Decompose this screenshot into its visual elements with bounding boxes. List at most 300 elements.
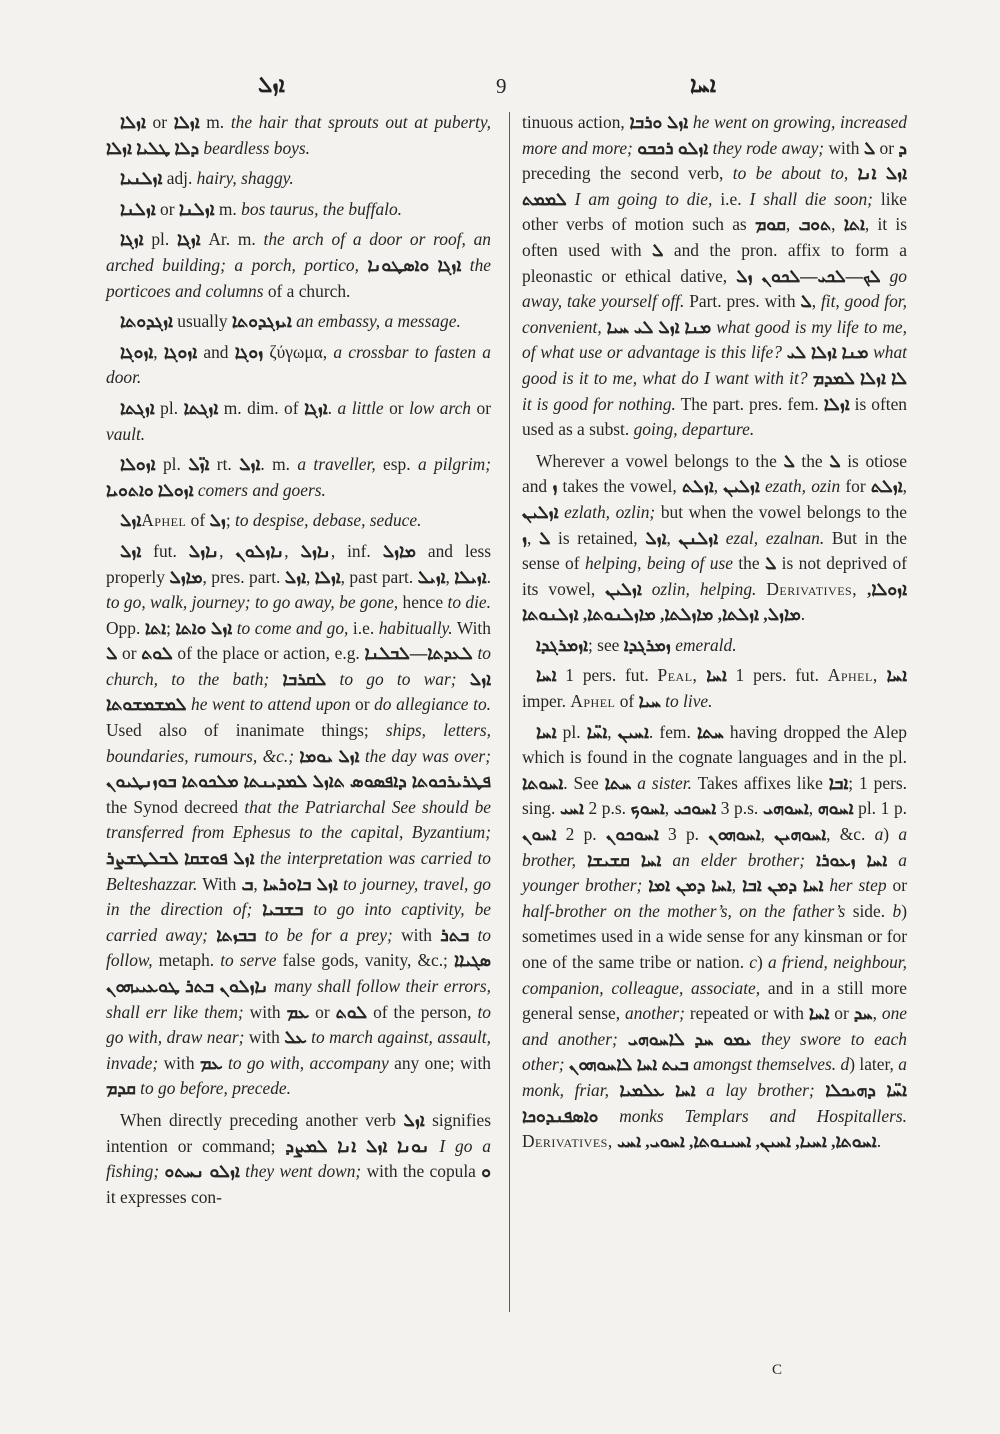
entry-text: pl. — [155, 454, 189, 475]
entry-text: like other verbs of motion such as — [522, 188, 908, 235]
entry-text: , it is often used with — [522, 214, 908, 260]
english-gloss: a younger brother; — [522, 849, 907, 896]
syriac-word: ܡܐܙܠ — [382, 540, 416, 561]
entry-text: , — [808, 798, 818, 819]
english-gloss: do allegiance to. — [374, 694, 491, 715]
entry-text: is often used as a subst. — [522, 393, 907, 440]
entry-text: , — [219, 540, 236, 561]
dictionary-entry — [106, 396, 491, 447]
syriac-word: ܙܠ — [736, 265, 753, 286]
entry-text: m. dim. of — [218, 397, 305, 418]
syriac-word: ܐܙܓܐ — [177, 229, 201, 250]
entry-text: ζύγωμα, — [263, 341, 334, 362]
english-gloss: to be about to, — [732, 163, 849, 184]
dictionary-entry — [106, 1108, 491, 1210]
syriac-word: ܐܙܠ — [403, 1109, 425, 1130]
entry-text: . fem. — [648, 721, 698, 742]
english-gloss: a crossbar to fasten a door. — [106, 341, 491, 388]
english-gloss: many shall follow their errors, shall err like them; — [106, 976, 491, 1022]
entry-text: pl. 1 p. — [853, 798, 907, 819]
entry-text — [696, 1080, 707, 1100]
entry-text — [303, 899, 313, 919]
english-gloss: a little — [337, 397, 384, 418]
entry-text: pl. — [143, 229, 177, 250]
entry-text: , — [664, 798, 674, 819]
syriac-word: ܐܚ̈ܐ — [586, 721, 608, 742]
syriac-word: ܐܙܠ — [284, 566, 307, 587]
syriac-word: ܐܙܝܠܐ — [454, 566, 487, 587]
entry-text: , — [284, 540, 301, 561]
syriac-word: ܠܘܬ — [141, 643, 173, 664]
english-gloss: ezath, ozin — [764, 476, 841, 497]
page-number: 9 — [496, 74, 507, 98]
english-gloss: to be for a prey; — [264, 924, 393, 945]
entry-text — [430, 1136, 440, 1156]
english-gloss: to go to war; — [339, 668, 457, 689]
english-gloss: a pilgrim; — [417, 454, 491, 475]
syriac-word: ܐܚܘܟܘܢ — [605, 824, 659, 845]
syriac-word: ܐܙܠܝܢ — [605, 578, 642, 599]
dictionary-entry — [522, 449, 907, 628]
entry-text: is retained, — [550, 527, 646, 548]
syriac-word: ܠܟ—ܠܟܝ—ܠܟܘܢ — [761, 265, 881, 286]
entry-text: 2 p. — [556, 824, 606, 845]
entry-text — [751, 1029, 761, 1049]
english-gloss: the interpretation was carried to Belteshazzar. — [106, 848, 491, 894]
dictionary-entry — [522, 633, 907, 659]
english-gloss: going, departure. — [633, 419, 755, 440]
entry-text: , — [607, 721, 618, 742]
entry-text: But in the sense of — [522, 527, 908, 574]
syriac-word: ܠ — [783, 450, 795, 471]
entry-text: The part. pres. fem. — [675, 393, 824, 414]
english-gloss: to go, walk, journey; to go away, be gone, — [106, 592, 399, 613]
entry-text: of — [186, 510, 210, 531]
syriac-word: ܒܝܬ ܐܚܐ ܠܐܚܘܗܘܢ — [568, 1054, 689, 1075]
dictionary-entry — [106, 452, 491, 503]
syriac-word: ܥܠ — [284, 1027, 307, 1048]
entry-text: side. — [845, 900, 893, 921]
entry-text: 3 p.s. — [716, 798, 763, 819]
entry-text: the — [794, 450, 830, 471]
syriac-word: ܐܙܠ ܐܢܐ ܠܡܡܬ — [522, 163, 907, 209]
english-gloss: to go with, accompany — [227, 1052, 389, 1073]
left-column — [106, 110, 491, 1215]
entry-text: signifies intention or command; — [106, 1109, 492, 1156]
syriac-word: ܩܕܡ — [106, 1078, 136, 1099]
syriac-word: ܐܙܠ ܠܡܫܡܫܘܬܐ — [106, 668, 491, 715]
syriac-word: ܐܙܠ — [120, 510, 142, 531]
grammar-label: Derivatives, — [766, 578, 858, 599]
entry-text: , — [306, 566, 315, 587]
entry-text: with — [824, 137, 864, 158]
syriac-word: ܐܚܘܗܝܢ — [774, 824, 827, 845]
syriac-word: ܐܝܙܓܕܘܬܐ — [231, 311, 292, 332]
entry-text: , &c. — [826, 824, 875, 845]
english-gloss: a monk, friar, — [522, 1054, 907, 1100]
right-column — [522, 110, 907, 1160]
english-gloss: comers and goers. — [197, 479, 326, 500]
entry-text: , — [713, 476, 724, 497]
syriac-word: ܠܘܬ — [335, 1001, 368, 1022]
english-gloss: a traveller, — [297, 454, 376, 475]
syriac-word: ܐܙܘܠܐ, ܡܐܙܠ, ܐܙܠܬܐ, ܡܐܙܠܬܐ, ܡܐܙܠܢܘܬܐ, ܐܙܠܢܘܬܐ — [522, 578, 907, 625]
syriac-word: ܐܚ̈ܐ ܕܗܝܟܠܐ ܘܐܣܦܢܕܘܟܐ — [522, 1079, 907, 1126]
entry-text: rt. — [209, 454, 240, 475]
entry-text: or — [350, 694, 375, 715]
syriac-word: ܐܙܠ — [645, 527, 667, 548]
entry-text: ) sometimes used in a wide sense for any kinsman or for one of the same tribe or nation. — [522, 900, 907, 972]
syriac-word: ܒܒܙܬܐ — [216, 924, 257, 945]
syriac-word: ܠ — [106, 643, 118, 664]
entry-text: m. — [199, 112, 231, 132]
entry-text: , — [811, 291, 821, 312]
english-gloss: an elder brother; — [672, 849, 806, 870]
syriac-word: ܚܝܐ — [638, 691, 661, 712]
syriac-word: ܐܙܠ ܒܐܘܪܚܐ — [262, 873, 338, 894]
entry-text — [661, 850, 672, 870]
entry-text: Opp. — [106, 617, 145, 638]
entry-text: and the pron. affix to form a pleonastic or ethical dative, — [522, 239, 907, 286]
entry-text: usually — [172, 311, 232, 332]
entry-text: ; — [225, 510, 236, 531]
entry-text — [887, 850, 898, 870]
syriac-word: ܐܙܡܪܓܕܐ — [536, 634, 588, 655]
syriac-word: ܐܙܠܐ — [823, 393, 850, 414]
entry-text: having dropped the Alep which is found in the cognate languages and in the pl. — [522, 721, 907, 768]
syriac-word: ܐܚܘܟܝ — [673, 798, 717, 819]
entry-text: ; 1 pers. sing. — [522, 772, 908, 819]
syriac-word: ܐܙܠ ܐܢܐ ܠܡܨܕ — [285, 1135, 388, 1156]
dictionary-entry — [106, 508, 491, 534]
dictionary-entry — [106, 110, 491, 161]
syriac-word: ܒܫܒܝܐ — [262, 899, 304, 920]
syriac-word: ܠ — [539, 527, 551, 548]
syriac-word: ܐܙܠܢܝܐ — [120, 168, 163, 189]
entry-text — [252, 899, 262, 919]
column-divider — [509, 112, 510, 1312]
syriac-word: ܐܚܐ ܙܥܘܪܐ — [816, 849, 888, 870]
syriac-word: ܐܚܐ — [886, 665, 908, 686]
entry-text: With — [452, 617, 491, 638]
syriac-word: ܐܙܠ — [239, 454, 261, 475]
entry-text: and — [197, 341, 235, 362]
entry-text: 1 pers. fut. — [556, 665, 658, 686]
entry-text — [848, 163, 857, 183]
syriac-word: ܐܙܠܝܢ — [522, 501, 559, 522]
syriac-word: ܐܙܠܐ — [173, 112, 200, 132]
running-head-left: ܐܙܠ — [258, 72, 285, 97]
entry-text — [805, 850, 816, 870]
grammar-label: Aphel — [570, 691, 616, 712]
syriac-word: ܐܙܓܬܐ — [183, 397, 219, 418]
entry-text: with the copula — [361, 1161, 482, 1182]
entry-text: 1 pers. fut. — [726, 665, 828, 686]
syriac-word: ܥܡ — [286, 1001, 310, 1022]
syriac-word: ܠ — [800, 291, 812, 312]
entry-text — [881, 266, 890, 286]
entry-text: , — [760, 824, 775, 845]
grammar-label: Peal, — [657, 665, 698, 686]
entry-text: Used also of inanimate things; — [106, 720, 386, 741]
syriac-word: ܡܢܐ ܐܙܠܐ ܠܝ — [786, 342, 869, 363]
entry-text: ; — [166, 617, 176, 638]
entry-text — [815, 1080, 826, 1100]
entry-text: hence — [398, 592, 448, 613]
entry-text: imper. — [522, 691, 571, 712]
entry-text: with — [392, 924, 441, 945]
english-gloss: fit, good for, convenient, — [522, 291, 907, 337]
syriac-word: ܙܘܓܐ — [234, 341, 264, 362]
syriac-word: ܚܬܐ — [697, 721, 724, 742]
entry-text — [576, 850, 587, 870]
entry-text: , — [666, 527, 679, 548]
syriac-word: ܐܙܓܐ ܘܐܣܛܘܢܐ — [367, 254, 462, 275]
entry-text — [697, 665, 706, 685]
entry-text: or — [145, 112, 174, 132]
syriac-word: ܢܐܙܠ — [188, 540, 220, 561]
english-gloss: one and another; — [522, 1003, 907, 1049]
grammar-label: Aphel — [141, 510, 187, 531]
dictionary-entry — [106, 227, 491, 304]
english-gloss: ezlath, ozlin; — [564, 501, 656, 522]
entry-text: , past part. — [340, 566, 418, 587]
english-gloss: to come and go, — [236, 617, 349, 638]
english-gloss: ezal, ezalnan. — [725, 527, 825, 548]
syriac-word: ܐܙܘܓܐ — [120, 341, 154, 362]
entry-text: with — [243, 1001, 287, 1022]
english-gloss: emerald. — [675, 634, 737, 655]
english-gloss: ozlin, helping. — [651, 578, 757, 599]
entry-text — [756, 579, 766, 599]
dictionary-entry — [522, 720, 907, 1155]
syriac-word: ܐܙܠܢܢ — [678, 527, 719, 548]
entry-text: of a church. — [263, 280, 351, 301]
entry-text: and in a still more general sense, — [522, 977, 907, 1024]
entry-text: tinuous action, — [522, 112, 630, 132]
entry-text: i.e. — [348, 617, 379, 638]
english-gloss: a — [874, 824, 884, 845]
entry-text — [878, 665, 887, 685]
english-gloss: to church, to the bath; — [106, 643, 491, 689]
entry-text: . — [876, 1131, 882, 1152]
english-gloss: I shall die soon; — [749, 188, 873, 209]
english-gloss: that the Patriarchal See should be transferred from Ephesus to the capital, Byzantium; — [106, 796, 491, 843]
entry-text — [567, 189, 575, 209]
entry-text: and less properly — [106, 540, 491, 587]
syriac-word: ܒ — [241, 873, 254, 894]
english-gloss: it is good for nothing. — [522, 393, 676, 414]
running-head-right: ܐܚܐ — [690, 72, 716, 97]
entry-text: adj. — [162, 168, 197, 189]
entry-text: , — [253, 873, 263, 894]
syriac-word: ܐܚܘܗܝ — [762, 798, 809, 819]
syriac-word: ܡܐܙܠ — [169, 566, 203, 587]
syriac-word: ܬܘܒ — [798, 214, 832, 235]
english-gloss: to follow, — [106, 924, 491, 971]
english-gloss: a lay brother; — [706, 1079, 815, 1100]
dictionary-entry — [522, 663, 907, 714]
english-gloss: the arch of a door or roof, an arched building; a porch, portico, — [106, 229, 491, 275]
entry-text: repeated or with — [684, 1003, 809, 1024]
syriac-word: ܐܚܐ — [808, 1003, 830, 1024]
dictionary-entry — [106, 539, 491, 1102]
syriac-word: ܐܚܐ ܕܡܢ ܐܡܐ — [648, 875, 732, 896]
entry-text: is otiose and — [522, 450, 907, 497]
entry-text: or — [829, 1003, 854, 1024]
syriac-word: ܢܘܢܐ — [397, 1135, 430, 1156]
syriac-word: ܐܬܐ — [843, 214, 865, 235]
syriac-word: ܐܚܘܢ — [522, 824, 557, 845]
syriac-word: ܐܚܐ — [536, 665, 557, 686]
entry-text: fut. — [141, 540, 189, 561]
syriac-word: ܐܙܠܐ — [314, 566, 341, 587]
entry-text — [461, 255, 470, 275]
entry-text: i.e. — [712, 188, 750, 209]
dictionary-entry — [106, 340, 491, 391]
entry-text — [618, 1029, 628, 1049]
syriac-word: ܚܕ — [853, 1003, 873, 1024]
syriac-word: ܚܬܐ — [604, 772, 632, 793]
english-gloss: hairy, shaggy. — [196, 168, 294, 189]
entry-text: metaph. — [152, 950, 221, 971]
syriac-word: ܐܚܘܬܐ, ܐܚܝܐ, ܐܚܝܢ, ܐܚܝܢܘܬܐ, ܐܚܘܝ, ܐܚܝ — [617, 1131, 877, 1152]
syriac-word: ܠܐ ܐܙܠܐ ܠܡܕܡ — [812, 367, 907, 388]
english-gloss: a brother, — [522, 824, 908, 870]
english-gloss: to serve — [220, 950, 277, 971]
syriac-word: ܐܙܓܐ — [304, 397, 328, 418]
syriac-word: ܣܓܝܐܐ ܢܐܙܠܘܢ ܒܬܪ ܛܘܥܝܝܗܘܢ — [106, 950, 491, 996]
entry-text: 2 p.s. — [583, 798, 631, 819]
dictionary-entry — [106, 309, 491, 335]
syriac-word: ܡܢܐ ܐܙܠ ܠܝ ܚܝܐ — [606, 316, 712, 337]
entry-text — [642, 579, 652, 599]
syriac-word: ܐܙܝܠ — [417, 566, 446, 587]
entry-text: pl. — [556, 721, 587, 742]
english-gloss: the porticoes and columns — [106, 254, 491, 301]
entry-text: m. — [214, 198, 242, 219]
syriac-word: ܐܙܠܘ ܢܚܬܘ — [164, 1161, 240, 1182]
syriac-word: ܐܙܠ ܝܘܡܐ — [299, 745, 360, 766]
syriac-word: ܐܙܠ — [120, 540, 142, 561]
english-gloss: I go a fishing; — [106, 1135, 491, 1182]
entry-text: , — [445, 566, 455, 587]
syriac-word: ܕܠܐ ܛܠܝܐ — [136, 137, 200, 158]
entry-text: . — [800, 604, 806, 625]
entry-text: Wherever a vowel belongs to the — [536, 450, 784, 471]
syriac-word: ܐܚܘܗܘܢ — [708, 824, 761, 845]
dictionary-entry — [106, 197, 491, 223]
syriac-word: ܝܡܘ ܚܕ ܠܐܚܘܗܝ — [627, 1028, 752, 1049]
syriac-word: ܠ — [863, 137, 876, 158]
english-gloss: they rode away; — [712, 137, 825, 158]
entry-text: , — [785, 214, 799, 235]
entry-text — [326, 669, 339, 689]
syriac-word: ܕ — [898, 137, 907, 158]
english-gloss: amongst themselves. — [693, 1054, 837, 1075]
syriac-word: ܙ — [552, 476, 558, 497]
entry-text: is not deprived of its vowel, — [522, 553, 907, 599]
english-gloss: he went on growing, increased more and more; — [522, 112, 907, 158]
syriac-word: ܐܙܠ ܦܘܫܩܐ ܠܒܠܛܫܨܪ — [106, 848, 255, 869]
syriac-word: ܘ — [481, 1161, 491, 1182]
entry-text: With — [197, 873, 242, 894]
entry-text — [269, 669, 282, 689]
syriac-word: ܠ — [829, 450, 841, 471]
syriac-word: ܠ — [652, 239, 664, 260]
entry-text: , — [831, 214, 844, 235]
running-head — [0, 70, 1000, 106]
entry-text: ; see — [588, 634, 624, 655]
entry-text: ) — [883, 824, 899, 845]
english-gloss: the hair that sprouts out at puberty, — [230, 112, 491, 132]
english-gloss: low arch — [409, 397, 471, 418]
entry-text: of — [615, 691, 639, 712]
syriac-word: ܙܡܪܓܕܐ — [623, 634, 671, 655]
english-gloss: b — [892, 900, 902, 921]
english-gloss: to die. — [447, 592, 492, 613]
entry-text: or — [886, 875, 907, 896]
syriac-word: ܐܚܘܬܐ — [522, 772, 564, 793]
entry-text: , inf. — [330, 540, 383, 561]
entry-text — [387, 1136, 397, 1156]
english-gloss: to go before, precede. — [140, 1078, 291, 1099]
english-gloss: the day was over; — [364, 745, 491, 766]
entry-text: . See — [563, 772, 605, 793]
syriac-word: ܠ — [764, 553, 777, 574]
entry-text — [718, 528, 726, 548]
dictionary-entry — [106, 166, 491, 192]
entry-text — [857, 579, 867, 599]
entry-text: esp. — [375, 454, 418, 475]
english-gloss: an embassy, a message. — [296, 311, 461, 332]
entry-text: Takes affixes like — [691, 772, 829, 793]
entry-text — [457, 669, 470, 689]
english-gloss: to journey, travel, go in the direction of; — [106, 873, 492, 920]
dictionary-entry — [522, 110, 907, 443]
entry-text: When directly preceding another verb — [120, 1109, 404, 1130]
entry-text: or — [875, 137, 899, 158]
syriac-word: ܢܐܙܠ — [300, 540, 331, 561]
entry-text: or — [155, 198, 179, 219]
syriac-word: ܐܙ̈ܠ — [188, 454, 210, 475]
entry-text — [609, 1080, 620, 1100]
syriac-word: ܥܡ — [199, 1052, 223, 1073]
english-gloss: go away, take yourself off. — [522, 265, 907, 312]
syriac-word: ܐܙܠ ܘܪܒܐ — [629, 112, 689, 132]
syriac-word: ܐܚܐ — [706, 665, 727, 686]
entry-text: , — [872, 1003, 882, 1024]
entry-text: or — [470, 397, 491, 418]
english-gloss: they went down; — [245, 1161, 362, 1182]
english-gloss: bos taurus, the buffalo. — [241, 198, 403, 219]
entry-text: Part. pres. with — [684, 291, 801, 312]
entry-text: false gods, vanity, &c.; — [276, 950, 454, 971]
entry-text: or — [309, 1001, 336, 1022]
syriac-word: ܐܙܠܘ ܪܟܒܘ — [637, 137, 709, 158]
entry-text: but when the vowel belongs to the — [655, 501, 907, 522]
syriac-word: ܐܙܠܬ — [681, 476, 714, 497]
entry-text: ) — [757, 952, 769, 972]
english-gloss: to go into captivity, be carried away; — [106, 899, 491, 945]
syriac-word: ܐܒܐ — [828, 772, 849, 793]
syriac-word: ܐܚܘܗ — [817, 798, 854, 819]
english-gloss: another; — [625, 1003, 685, 1024]
entry-text: , — [527, 527, 540, 548]
entry-text: , pres. part. — [202, 566, 285, 587]
entry-text: ) later, — [849, 1054, 899, 1075]
entry-text: pl. — [154, 397, 184, 418]
